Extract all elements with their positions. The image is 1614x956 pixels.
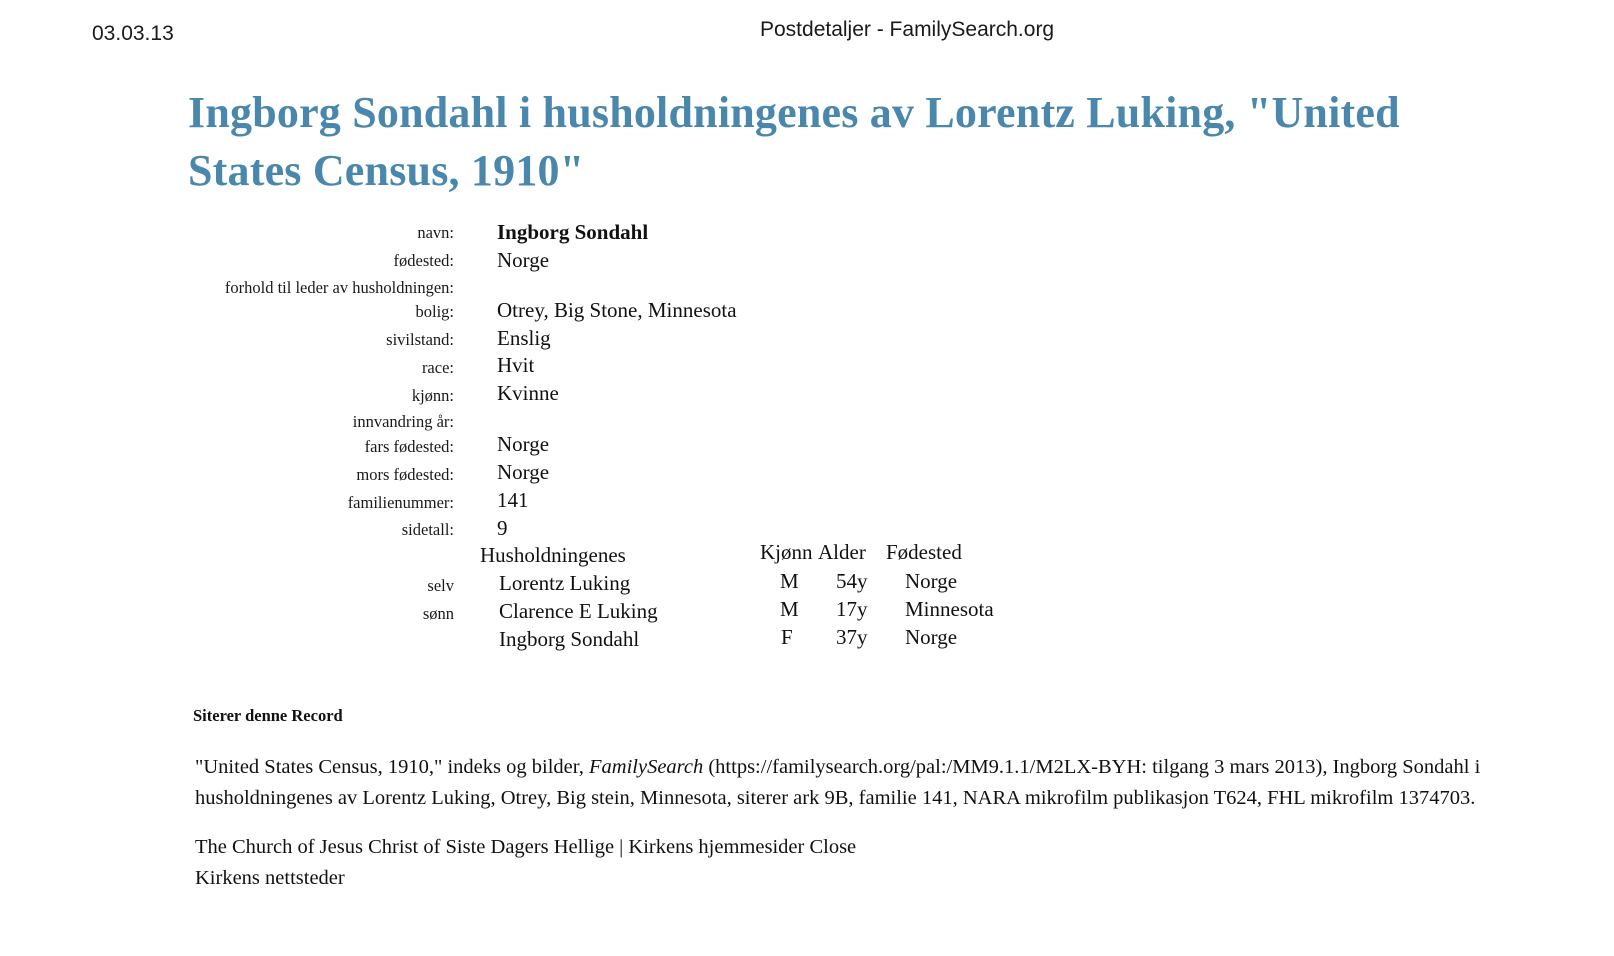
field-value-birthplace: Norge [497, 248, 550, 272]
field-label-family-number: familienummer: [347, 493, 454, 512]
household-member-gender: M [780, 569, 799, 593]
household-member-gender: F [781, 625, 793, 649]
field-label-relationship: forhold til leder av husholdningen: [224, 278, 454, 297]
footer-church-line [195, 836, 856, 859]
field-label-marital-status: sivilstand: [386, 330, 454, 349]
household-member-name: Lorentz Luking [499, 571, 631, 595]
citation-source-name: FamilySearch [589, 756, 704, 778]
field-value-gender: Kvinne [497, 381, 559, 405]
household-header-gender: Kjønn [760, 540, 813, 564]
footer-church-name: The Church of Jesus Christ of Siste Dagers Hellige [195, 836, 615, 858]
household-member-birthplace: Norge [905, 569, 958, 593]
field-value-name: Ingborg Sondahl [497, 220, 649, 244]
household-member-birthplace: Norge [905, 625, 958, 649]
household-member-name: Ingborg Sondahl [499, 627, 640, 651]
household-header-birthplace: Fødested [886, 540, 962, 564]
field-label-residence: bolig: [415, 302, 454, 321]
household-relation: sønn [422, 604, 454, 623]
footer-close-link[interactable]: Close [804, 836, 857, 858]
household-member-age: 54y [836, 569, 868, 593]
footer-separator: | [614, 836, 629, 858]
household-member-name: Clarence E Luking [499, 599, 658, 623]
page-title: Ingborg Sondahl i husholdningenes av Lorentz Luking, "United States Census, 1910" [188, 88, 1400, 195]
household-header-name: Husholdningenes [480, 543, 626, 567]
citation-part-2: (https://familysearch.org/pal:/MM9.1.1/M2LX-BYH: tilgang 3 mars 2013), Ingborg Sondahl i husholdningenes av Lorentz Luking, Otrey, Big stein, Minnesota, siterer ark 9B, familie 141, NARA mikrofilm publikasjon T624, FHL mikrofilm 1374703. [195, 756, 1481, 809]
field-value-race: Hvit [497, 353, 535, 377]
field-label-father-birthplace: fars fødested: [364, 437, 454, 456]
field-label-race: race: [421, 358, 454, 377]
field-value-residence: Otrey, Big Stone, Minnesota [497, 298, 737, 322]
household-member-gender: M [780, 597, 799, 621]
print-date: 03.03.13 [92, 22, 174, 45]
footer-sites-link[interactable]: Kirkens nettsteder [195, 867, 345, 889]
household-member-birthplace: Minnesota [905, 597, 994, 621]
household-member-age: 37y [836, 625, 868, 649]
field-value-mother-birthplace: Norge [497, 460, 550, 484]
field-label-birthplace: fødested: [393, 251, 454, 270]
citation-text [195, 752, 1555, 814]
field-value-page-number: 9 [497, 516, 508, 540]
field-value-father-birthplace: Norge [497, 432, 550, 456]
field-label-name: navn: [417, 223, 454, 242]
citation-part-1: "United States Census, 1910," indeks og bilder, [195, 756, 589, 778]
field-label-mother-birthplace: mors fødested: [356, 465, 454, 484]
footer-home-link[interactable]: Kirkens hjemmesider [628, 836, 805, 858]
household-header-age: Alder [818, 540, 866, 564]
citation-heading: Siterer denne Record [193, 706, 343, 725]
household-member-age: 17y [836, 597, 868, 621]
field-label-immigration-year: innvandring år: [352, 412, 454, 431]
field-label-page-number: sidetall: [401, 520, 454, 539]
field-value-marital-status: Enslig [497, 326, 551, 350]
field-value-family-number: 141 [497, 488, 529, 512]
household-relation: selv [427, 576, 454, 595]
field-label-gender: kjønn: [411, 386, 454, 405]
print-header-title: Postdetaljer - FamilySearch.org [760, 18, 1055, 41]
